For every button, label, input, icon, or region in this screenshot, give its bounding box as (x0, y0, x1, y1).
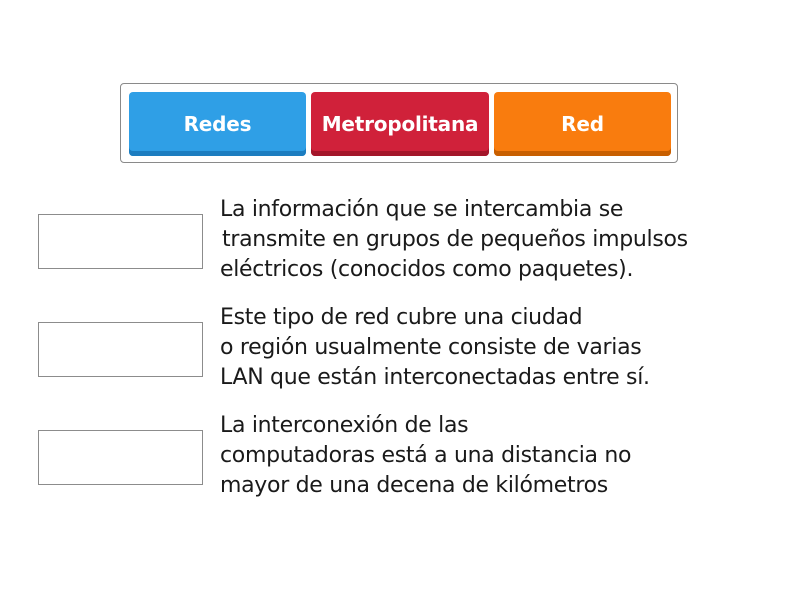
drop-target-2[interactable] (38, 322, 203, 377)
drop-target-1[interactable] (38, 214, 203, 269)
answer-tile-redes[interactable]: Redes (129, 92, 306, 156)
answer-tile-metropolitana[interactable]: Metropolitana (311, 92, 489, 156)
clue-text-3 (220, 411, 790, 501)
clue-text-2 (220, 303, 790, 393)
clue-2-line-3: LAN que están interconectadas entre sí. (220, 365, 650, 390)
clue-1-line-2: transmite en grupos de pequeños impulsos (222, 227, 688, 252)
clue-2-line-1: Este tipo de red cubre una ciudad (220, 305, 583, 330)
clue-1-line-3: eléctricos (conocidos como paquetes). (220, 257, 634, 282)
answer-tile-tray (120, 83, 678, 163)
clue-2-line-2: o región usualmente consiste de varias (220, 335, 642, 360)
answer-tile-red[interactable]: Red (494, 92, 671, 156)
drop-target-3[interactable] (38, 430, 203, 485)
clue-3-line-2: computadoras está a una distancia no (220, 443, 632, 468)
clue-text-1 (220, 195, 790, 285)
clue-1-line-1: La información que se intercambia se (220, 197, 624, 222)
clue-3-line-3: mayor de una decena de kilómetros (220, 473, 608, 498)
clue-3-line-1: La interconexión de las (220, 413, 469, 438)
